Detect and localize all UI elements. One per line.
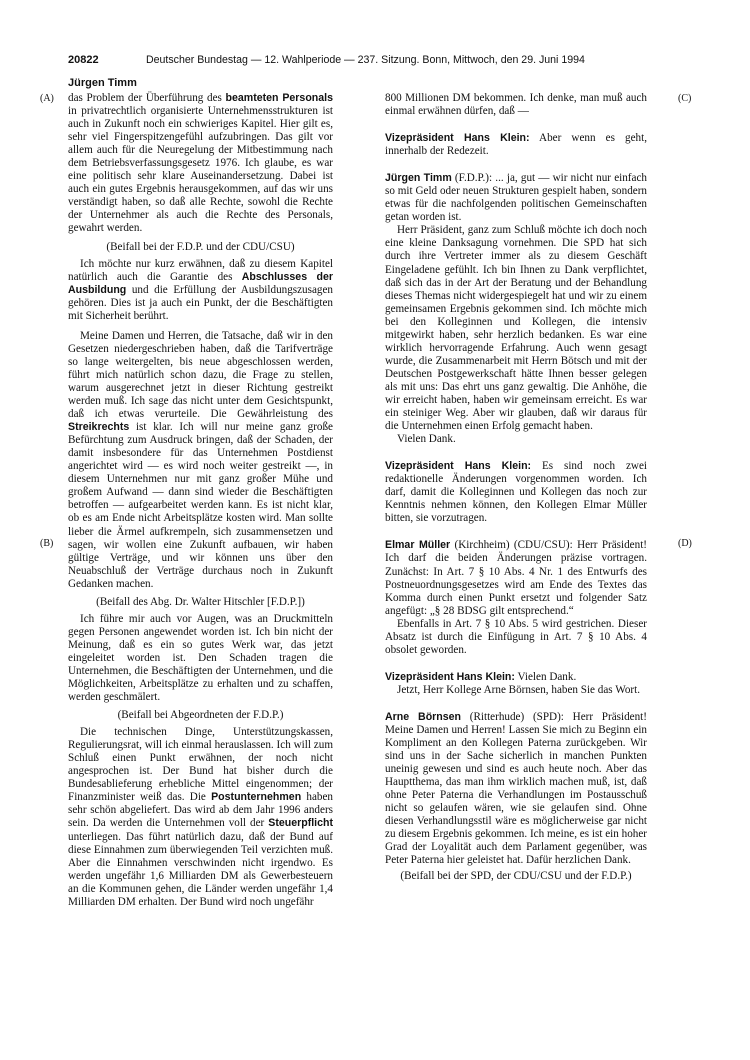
keyword: beamteten Personals [225,92,333,104]
paragraph: 800 Millionen DM bekommen. Ich denke, man muß auch einmal erwähnen dürfen, daß — [385,92,647,118]
speaker-name: Arne Börnsen [385,710,462,723]
page-header [68,52,593,68]
keyword: Abschlusses der Ausbildung [68,270,333,296]
margin-mark-b: (B) [40,538,54,549]
reaction-note: (Beifall bei der SPD, der CDU/CSU und der F.D.P.) [400,870,632,883]
paragraph: Die technischen Dinge, Unterstützungskassen, Regulierungsrat, will ich einmal herauslassen. Ich will zum Schluß einen Punkt erwähnen, der noch nicht angesprochen ist. Der Bund hat bisher durch die Bundesablieferung erhebliche Mittel eingenommen; der Finanzminister weiß das. Die Postunternehmen haben sehr schön abgeliefert. Das wird ab dem Jahr 1996 anders sein. Da werden die Unternehmen voll der Steuerpflicht unterliegen. Das führt natürlich dazu, daß der Bund auf diese Einnahmen zum überwiegenden Teil verzichten muß. Aber die Einnahmen verschwinden nicht irgendwo. Es werden ungefähr 1,6 Milliarden DM als Gewerbesteuern an die Kommunen gehen, die Länder werden ungefähr 1,4 Milliarden DM erhalten. Der Bund wird noch ungefähr [68,726,333,908]
reaction-note: (Beifall des Abg. Dr. Walter Hitschler [F.D.P.]) [96,595,305,608]
keyword: Steuerpflicht [268,817,333,830]
speaker-name: Vizepräsident Hans Klein: [385,670,515,683]
paragraph: Vielen Dank. [397,433,456,446]
page-number: 20822 [68,54,99,66]
speaker-name: Elmar Müller [385,539,451,552]
reaction-note: (Beifall bei der F.D.P. und der CDU/CSU) [106,240,295,253]
speaker-paragraph: Vizepräsident Hans Klein: Aber wenn es geht, innerhalb der Redezeit. [385,132,647,158]
speaker-name: Vizepräsident Hans Klein: [385,460,532,473]
paragraph: Ich führe mir auch vor Augen, was an Druckmitteln gegen Personen angewendet worden ist. Ich bin nicht der Meinung, daß es ein so gutes Werk war, das jetzt eingeleitet worden ist. Den Schaden tragen die Unternehmen, die Beschäftigten der Unternehmen, und die Möglichkeiten, Arbeitsplätze zu erhalten und zu schaffen, werden geschmälert. [68,612,333,704]
paragraph: das Problem der Überführung des beamteten Personals in privatrechtlich organisierte Unternehmensstrukturen ist auch in Zukunft noch ein schwieriges Kapitel. Hier gilt es, sehr viel Fingerspitzengefühl aufzubringen. Das gilt vor allem auch für die Neuregelung der Mitbestimmung nach dem Betriebsverfassungsgesetz 1976. Ich glaube, es war eine politisch sehr klare Auseinandersetzung. Dabei ist auch ein gutes Ergebnis herausgekommen, auf das wir uns verständigt haben, so daß alle Rechte, sowohl die Rechte der Unternehmer als auch die Rechte des Personals, gewahrt werden. [68,92,333,235]
speaker-name: Jürgen Timm [385,172,452,185]
margin-mark-a: (A) [40,93,54,104]
paragraph: Herr Präsident, ganz zum Schluß möchte ich doch noch eine kleine Danksagung vornehmen. Die SPD hat sich durch ihre Vertreter immer als zu diesem Geschäft Eingeladene gefühlt. Ich bin Ihnen zu Dank verpflichtet, daß sich das in der Art der Beratung und der Behandlung dieses Themas nicht widergespiegelt hat und wir zu einem gemeinsamen Ergebnis gekommen sind. Ich möchte mich bei den Kolleginnen und Kollegen, die intensiv mitgewirkt haben, sehr herzlich bedanken. Es war eine wirklich hervorragende Erfahrung. Auch wenn gesagt wurde, die Zusammenarbeit mit Herrn Bötsch und mit der Deutschen Postgewerkschaft hätte Ihnen besser gelegen als mit uns: Das ehrt uns ganz gewaltig. Die Anhöhe, die wir erreicht haben, haben wir gemeinsam erreicht. Es war ein steiniger Weg. Aber wir glauben, daß wir daraus für die Unternehmen einen Erfolg gemacht haben. [385,224,647,433]
paragraph: Ich möchte nur kurz erwähnen, daß zu diesem Kapitel natürlich auch die Garantie des Abschlusses der Ausbildung und die Erfüllung der Ausbildungszusagen gehören. Dies ist ja auch ein Punkt, der die Beschäftigten mit Sicherheit berührt. [68,257,333,322]
reaction-note: (Beifall bei Abgeordneten der F.D.P.) [117,709,284,722]
speaker-paragraph: Arne Börnsen (Ritterhude) (SPD): Herr Präsident! Meine Damen und Herren! Lassen Sie mich zu Beginn ein Kompliment an den Kollegen Paterna zurückgeben. Wir sind uns in der Sache sicherlich in manchen Punkten uneinig gewesen und sind es auch heute noch. Aber das Hauptthema, das man ihm wirklich machen muß, ist, daß ohne Peter Paterna die Verhandlungen im Postausschuß nicht so gelaufen wären, wie sie gelaufen sind. Ohne diesen Verhandlungsstil wäre es möglicherweise gar nicht zu diesem Ergebnis gekommen. Ich meine, es ist ein hoher Grad der Loyalität auch dem Parlament gegenüber, was Peter Paterna hier geleistet hat. Dafür herzlichen Dank. [385,710,647,867]
speaker-paragraph: Elmar Müller (Kirchheim) (CDU/CSU): Herr Präsident! Ich darf die beiden Änderungen präzise vortragen. Zunächst: In Art. 7 § 10 Abs. 4 Nr. 1 des Entwurfs des Postneuordnungsgesetzes wird am Ende des Textes das Komma durch einen Punkt ersetzt und folgender Satz angefügt: „§ 28 BDSG gilt entsprechend.“ [385,539,647,617]
speaker-paragraph: Vizepräsident Hans Klein: Vielen Dank. [385,670,577,683]
margin-mark-d: (D) [678,538,692,549]
keyword: Postunternehmen [211,791,302,804]
left-column [68,92,333,909]
keyword: Streikrechts [68,421,130,434]
running-title: Deutscher Bundestag — 12. Wahlperiode — 237. Sitzung. Bonn, Mittwoch, den 29. Juni 1994 [146,54,585,66]
paragraph: Ebenfalls in Art. 7 § 10 Abs. 5 wird gestrichen. Dieser Absatz ist durch die Einfügung in Art. 7 § 10 Abs. 4 obsolet geworden. [385,617,647,656]
paragraph: Jetzt, Herr Kollege Arne Börnsen, haben Sie das Wort. [397,683,640,696]
paragraph: Meine Damen und Herren, die Tatsache, daß wir in den Gesetzen niedergeschrieben haben, daß die Tarifverträge so lange weitergelten, bis neue abgeschlossen werden, führt mich natürlich schon dazu, die Frage zu stellen, warum ausgerechnet jetzt in dieser Richtung gestreikt werden muß. Ich sage das nicht unter dem Gesichtspunkt, daß ich etwas verurteile. Die Gewährleistung des Streikrechts ist klar. Ich will nur meine ganz große Befürchtung zum Ausdruck bringen, daß der Schaden, der damit insbesondere für das Unternehmen Postdienst angerichtet wird — es wird noch weiter gestreikt —, in diesem Unternehmen nur mit ganz großer Mühe und großem Aufwand — dann sind wieder die Beschäftigten betroffen — aufgearbeitet werden kann. Es ist nicht klar, ob es am Ende nicht Arbeitsplätze kosten wird. Man sollte lieber die Ärmel aufkrempeln, sich zusammensetzen und sagen, wir wollen eine Zukunft aufbauen, wir haben gültige Verträge, und wir können uns über den Neuabschluß der Verträge durchaus noch in Zukunft Gedanken machen. [68,329,333,590]
margin-mark-c: (C) [678,93,692,104]
speaker-paragraph: Jürgen Timm (F.D.P.): ... ja, gut — wir nicht nur einfach so mit Geld oder neuen Strukturen gespielt haben, sondern etwas für die nachfolgenden politischen Gemeinschaften getan worden ist. [385,172,647,224]
right-column [385,92,647,888]
speaker-paragraph: Vizepräsident Hans Klein: Es sind noch zwei redaktionelle Änderungen vorgenommen worden. Ich darf, damit die Kolleginnen und Kollegen das noch zur Kenntnis nehmen können, den Kollegen Elmar Müller bitten, sie vorzutragen. [385,460,647,525]
speaker-heading: Jürgen Timm [68,77,137,89]
speaker-name: Vizepräsident Hans Klein: [385,132,530,145]
